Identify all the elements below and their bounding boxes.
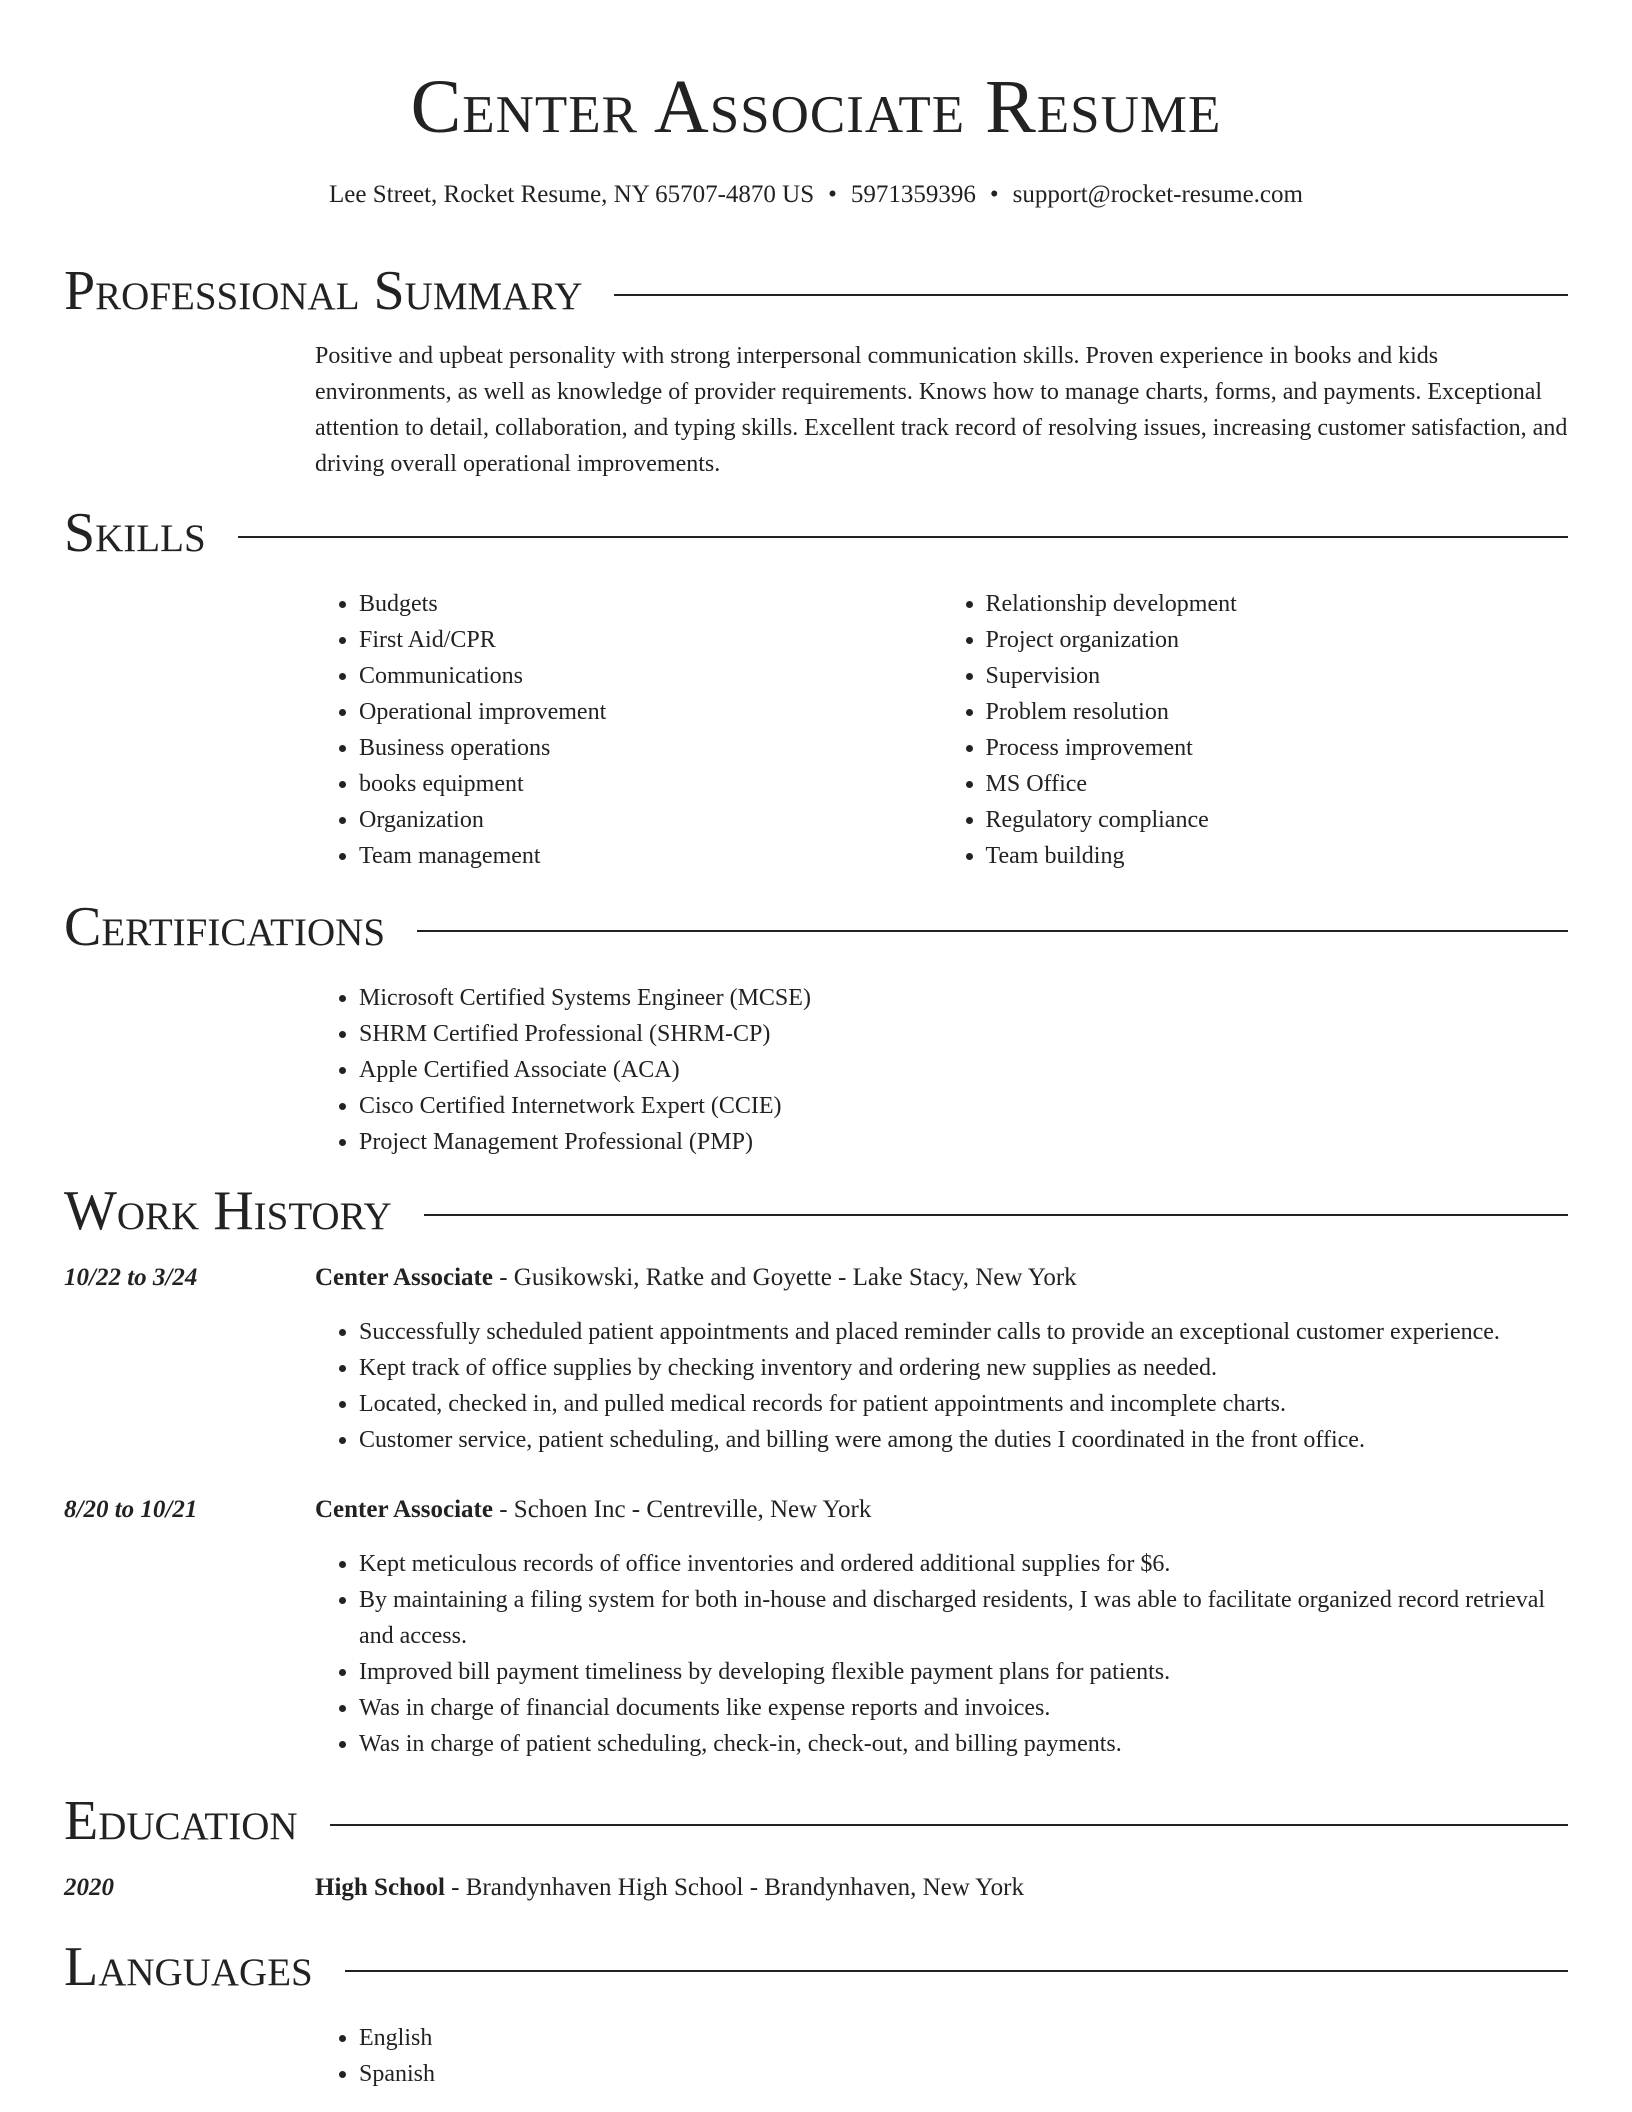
resume-page	[64, 0, 1568, 2092]
certification-item: • SHRM Certified Professional (SHRM-CP)	[359, 1016, 1568, 1052]
section-divider	[238, 536, 1568, 538]
job-entry	[64, 1492, 1568, 1762]
job-title-line	[315, 1492, 871, 1528]
language-item: • Spanish	[359, 2056, 1568, 2092]
skill-item: • MS Office	[986, 766, 1569, 802]
job-bullets	[315, 1546, 1568, 1762]
section-work-heading	[64, 1176, 1568, 1246]
skill-item: • Relationship development	[986, 586, 1569, 622]
section-title: Skills	[64, 502, 206, 564]
certifications-block	[315, 980, 1568, 1160]
summary-text: Positive and upbeat personality with strong interpersonal communication skills. Proven experience in books and kids environments, as well as knowledge of provider requirements. Knows how to manage charts, forms, and payments. Exceptional attention to detail, collaboration, and typing skills. Excellent track record of resolving issues, increasing customer satisfaction, and driving overall operational improvements.	[315, 343, 1568, 477]
job-bullets	[315, 1314, 1568, 1458]
skill-item: • Team management	[359, 838, 942, 874]
skill-item: • books equipment	[359, 766, 942, 802]
skill-item: • Problem resolution	[986, 694, 1569, 730]
job-details: - Schoen Inc - Centreville, New York	[492, 1496, 872, 1523]
education-title-line	[315, 1870, 1024, 1906]
skill-item: • Business operations	[359, 730, 942, 766]
section-divider	[345, 1970, 1568, 1972]
skill-item: • Team building	[986, 838, 1569, 874]
section-divider	[614, 294, 1568, 296]
summary-block	[315, 338, 1568, 482]
education-year: 2020	[64, 1874, 114, 1901]
section-divider	[424, 1214, 1568, 1216]
job-header	[64, 1492, 1568, 1528]
job-bullet: • Kept track of office supplies by checking inventory and ordering new supplies as needed.	[359, 1350, 1568, 1386]
contact-email: support@rocket-resume.com	[1012, 181, 1303, 208]
section-summary-heading	[64, 256, 1568, 326]
job-header	[64, 1260, 1568, 1296]
education-details: - Brandynhaven High School - Brandynhaven, New York	[444, 1874, 1024, 1901]
certification-item: • Project Management Professional (PMP)	[359, 1124, 1568, 1160]
education-header	[64, 1870, 1568, 1906]
contact-separator: •	[989, 181, 999, 208]
job-bullet-list	[315, 1314, 1568, 1458]
job-bullet: • Was in charge of patient scheduling, check-in, check-out, and billing payments.	[359, 1726, 1568, 1762]
section-languages-heading	[64, 1932, 1568, 2002]
contact-address: Lee Street, Rocket Resume, NY 65707-4870 US	[329, 181, 815, 208]
job-details: - Gusikowski, Ratke and Goyette - Lake Stacy, New York	[492, 1264, 1077, 1291]
section-title: Work History	[64, 1180, 392, 1242]
skill-item: • First Aid/CPR	[359, 622, 942, 658]
job-bullet: • Successfully scheduled patient appointments and placed reminder calls to provide an exceptional customer experience.	[359, 1314, 1568, 1350]
section-divider	[417, 930, 1568, 932]
certification-item: • Microsoft Certified Systems Engineer (MCSE)	[359, 980, 1568, 1016]
section-title: Professional Summary	[64, 260, 583, 322]
contact-separator: •	[828, 181, 837, 208]
section-divider	[330, 1824, 1568, 1826]
skill-item: • Organization	[359, 802, 942, 838]
skill-item: • Operational improvement	[359, 694, 942, 730]
section-title: Education	[64, 1790, 298, 1852]
contact-phone: 5971359396	[850, 181, 976, 208]
job-bullet: • Kept meticulous records of office inventories and ordered additional supplies for $6.	[359, 1546, 1568, 1582]
resume-title: Center Associate Resume	[410, 65, 1222, 149]
certifications-list	[315, 980, 1568, 1160]
language-item: • English	[359, 2020, 1568, 2056]
skill-item: • Budgets	[359, 586, 942, 622]
education-degree: High School	[315, 1874, 445, 1901]
job-bullet: • Located, checked in, and pulled medical records for patient appointments and incomplete charts.	[359, 1386, 1568, 1422]
skills-list-left	[315, 586, 942, 874]
section-skills-heading	[64, 498, 1568, 568]
section-title: Languages	[64, 1936, 313, 1998]
job-bullet-list	[315, 1546, 1568, 1762]
section-title: Certifications	[64, 896, 386, 958]
job-dates: 10/22 to 3/24	[64, 1264, 198, 1291]
certification-item: • Apple Certified Associate (ACA)	[359, 1052, 1568, 1088]
section-certifications-heading	[64, 892, 1568, 962]
skill-item: • Communications	[359, 658, 942, 694]
job-title-line	[315, 1260, 1077, 1296]
skill-item: • Supervision	[986, 658, 1569, 694]
job-bullet: • Improved bill payment timeliness by developing flexible payment plans for patients.	[359, 1654, 1568, 1690]
job-entry	[64, 1260, 1568, 1458]
languages-block	[315, 2020, 1568, 2092]
job-bullet: • Customer service, patient scheduling, and billing were among the duties I coordinated in the front office.	[359, 1422, 1568, 1458]
job-bullet: • Was in charge of financial documents like expense reports and invoices.	[359, 1690, 1568, 1726]
skills-list-right	[942, 586, 1569, 874]
languages-list	[315, 2020, 1568, 2092]
education-entry	[64, 1870, 1568, 1906]
job-dates: 8/20 to 10/21	[64, 1496, 198, 1523]
skill-item: • Regulatory compliance	[986, 802, 1569, 838]
certification-item: • Cisco Certified Internetwork Expert (CCIE)	[359, 1088, 1568, 1124]
skills-grid	[315, 586, 1568, 874]
section-education-heading	[64, 1786, 1568, 1856]
contact-line	[64, 178, 1568, 212]
skill-item: • Project organization	[986, 622, 1569, 658]
job-role: Center Associate	[315, 1496, 493, 1523]
job-bullet: • By maintaining a filing system for both in-house and discharged residents, I was able to facilitate organized record retrieval and access.	[359, 1582, 1568, 1654]
skill-item: • Process improvement	[986, 730, 1569, 766]
job-role: Center Associate	[315, 1264, 493, 1291]
